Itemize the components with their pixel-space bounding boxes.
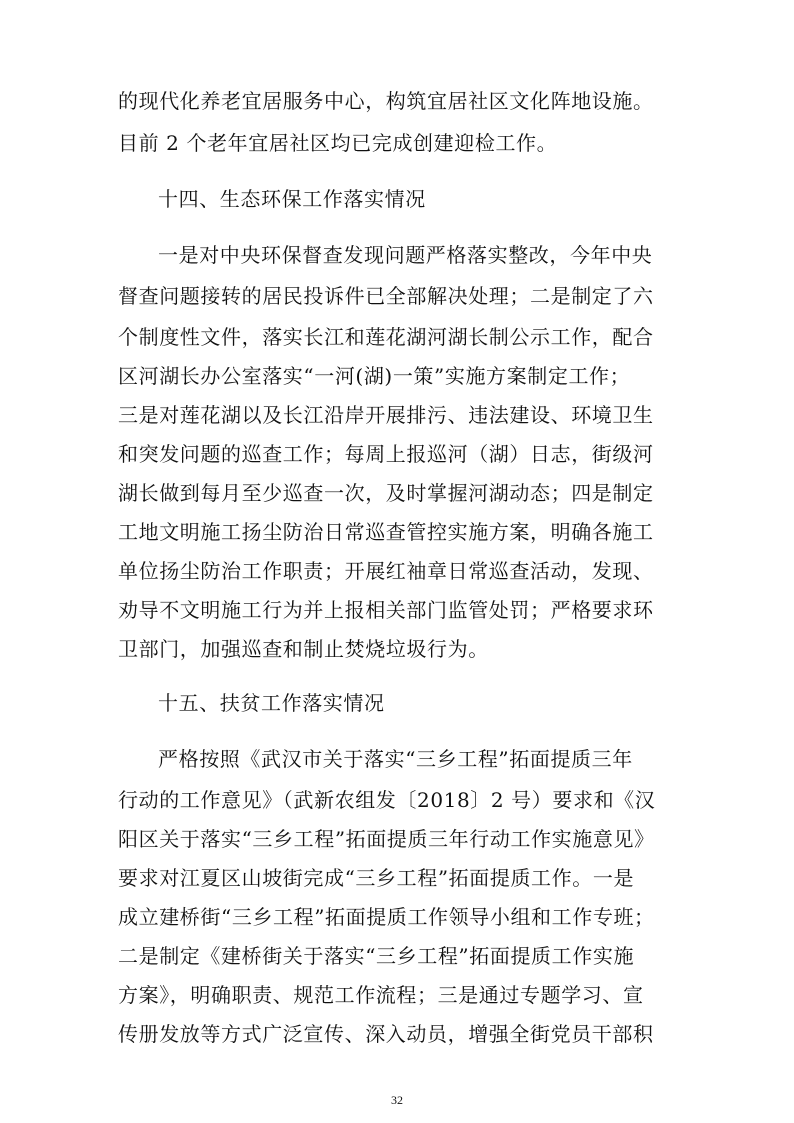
body-text-line: 工地文明施工扬尘防治日常巡查管控实施方案，明确各施工 [118,520,654,544]
body-text-line: 目前 2 个老年宜居社区均已完成创建迎检工作。 [118,131,558,155]
body-text-line: 一是对中央环保督查发现问题严格落实整改，今年中央 [158,243,653,267]
body-text-line: 卫部门，加强巡查和制止焚烧垃圾行为。 [118,637,489,661]
body-text-line: 督查问题接转的居民投诉件已全部解决处理；二是制定了六 [118,284,654,308]
page-number: 32 [391,1093,403,1107]
section-heading-15: 十五、扶贫工作落实情况 [158,691,385,715]
body-text-line: 单位扬尘防治工作职责；开展红袖章日常巡查活动，发现、 [118,559,654,583]
body-text-line: 二是制定《建桥街关于落实“三乡工程”拓面提质工作实施 [118,944,635,968]
body-text-line: 严格按照《武汉市关于落实“三乡工程”拓面提质三年 [158,747,633,771]
section-heading-14: 十四、生态环保工作落实情况 [158,187,426,211]
body-text-line: 劝导不文明施工行为并上报相关部门监管处罚；严格要求环 [118,598,654,622]
body-text-line: 行动的工作意见》（武新农组发〔2018〕2 号）要求和《汉 [118,788,656,812]
body-text-line: 要求对江夏区山坡街完成“三乡工程”拓面提质工作。一是 [118,866,635,890]
body-text-line: 区河湖长办公室落实“一河(湖)一策”实施方案制定工作； [118,364,631,388]
body-text-line: 个制度性文件，落实长江和莲花湖河湖长制公示工作，配合 [118,325,654,349]
body-text-line: 三是对莲花湖以及长江沿岸开展排污、违法建设、环境卫生 [118,403,654,427]
body-text-line: 湖长做到每月至少巡查一次，及时掌握河湖动态；四是制定 [118,481,654,505]
body-text-line: 阳区关于落实“三乡工程”拓面提质三年行动工作实施意见》 [118,827,655,851]
body-text-line: 成立建桥街“三乡工程”拓面提质工作领导小组和工作专班； [118,905,655,929]
body-text-line: 和突发问题的巡查工作；每周上报巡河（湖）日志，街级河 [118,442,654,466]
body-text-line: 传册发放等方式广泛宣传、深入动员，增强全街党员干部积 [118,1022,654,1046]
body-text-line: 的现代化养老宜居服务中心，构筑宜居社区文化阵地设施。 [118,89,654,113]
body-text-line: 方案》，明确职责、规范工作流程；三是通过专题学习、宣 [118,983,644,1007]
